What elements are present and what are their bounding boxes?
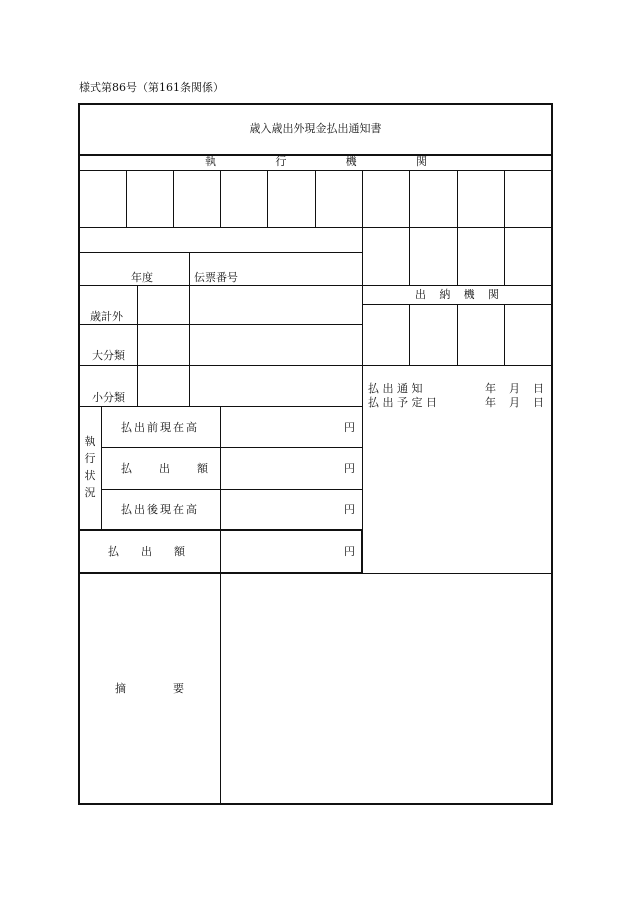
payout-amount-unit: 円 (344, 545, 355, 558)
disbursing-agency-char: 機 (463, 288, 475, 301)
seal-box-divider (220, 170, 221, 227)
status-char: 状 (84, 469, 96, 482)
executing-agency-header (205, 155, 427, 169)
blank-row-divider (79, 252, 362, 253)
class-label-divider (137, 285, 138, 406)
fiscal-year-label: 年度 (131, 271, 153, 284)
seal-box-divider (267, 170, 268, 227)
summary-label-char: 摘 (115, 682, 126, 695)
payout-amount-label: 払 出 額 (108, 545, 185, 558)
seal-box-divider (126, 170, 127, 227)
disbursing-agency-char: 納 (439, 288, 451, 301)
disbursing-agency-char: 出 (415, 288, 426, 301)
voucher-number-label: 伝票番号 (194, 271, 238, 284)
minor-class-label: 小分類 (92, 391, 125, 404)
form-number: 様式第86号（第161条関係） (79, 81, 224, 94)
notice-label: 払 出 通 知 (368, 382, 423, 395)
seal-row-divider (79, 227, 552, 228)
executing-agency-char: 行 (275, 155, 287, 168)
status-label-divider (101, 406, 102, 530)
scheduled-month: 月 (509, 396, 520, 409)
balance-after-unit: 円 (344, 503, 355, 516)
seal-box-divider (504, 170, 505, 286)
major-class-label: 大分類 (92, 349, 125, 362)
execution-status-label (83, 433, 97, 501)
disbursing-seal-divider (457, 304, 458, 365)
disbursing-seal-divider (409, 304, 410, 365)
disbursing-seal-bottom (362, 365, 552, 366)
payout-label: 払 出 額 (121, 462, 216, 475)
summary-top-divider (362, 573, 552, 574)
status-char: 執 (84, 435, 96, 448)
scheduled-year: 年 (485, 396, 496, 409)
disbursing-seal-divider (504, 304, 505, 365)
executing-agency-char: 機 (345, 155, 357, 168)
year-row-divider (79, 285, 552, 286)
balance-before-unit: 円 (344, 421, 355, 434)
seal-box-divider (173, 170, 174, 227)
executing-agency-char: 関 (415, 155, 427, 168)
seal-box-divider (315, 170, 316, 227)
class-row-divider (79, 324, 362, 325)
scheduled-date-label: 払 出 予 定 日 (368, 396, 437, 409)
status-char: 行 (84, 452, 96, 465)
disbursing-agency-char: 関 (487, 288, 499, 301)
balance-before-label: 払出前現在高 (121, 421, 199, 434)
year-voucher-divider (189, 252, 190, 365)
status-row-divider (101, 447, 362, 448)
status-row-divider (101, 489, 362, 490)
scheduled-day: 日 (533, 396, 544, 409)
status-char: 況 (84, 486, 96, 499)
notice-day: 日 (533, 382, 544, 395)
seal-box-divider (457, 170, 458, 286)
payout-unit: 円 (344, 462, 355, 475)
executing-agency-char: 執 (205, 155, 216, 168)
budget-item-label: 歳計外 (90, 310, 123, 323)
form-title: 歳入歳出外現金払出通知書 (249, 122, 382, 135)
minor-class-divider (189, 365, 190, 406)
summary-divider (220, 573, 221, 804)
right-section-divider (362, 170, 363, 573)
notice-month: 月 (509, 382, 520, 395)
notice-year: 年 (485, 382, 496, 395)
summary-label-char: 要 (173, 682, 184, 695)
disbursing-agency-header (415, 288, 499, 302)
class-row-divider (79, 365, 362, 366)
seal-box-divider (409, 170, 410, 286)
balance-after-label: 払出後現在高 (121, 503, 199, 516)
